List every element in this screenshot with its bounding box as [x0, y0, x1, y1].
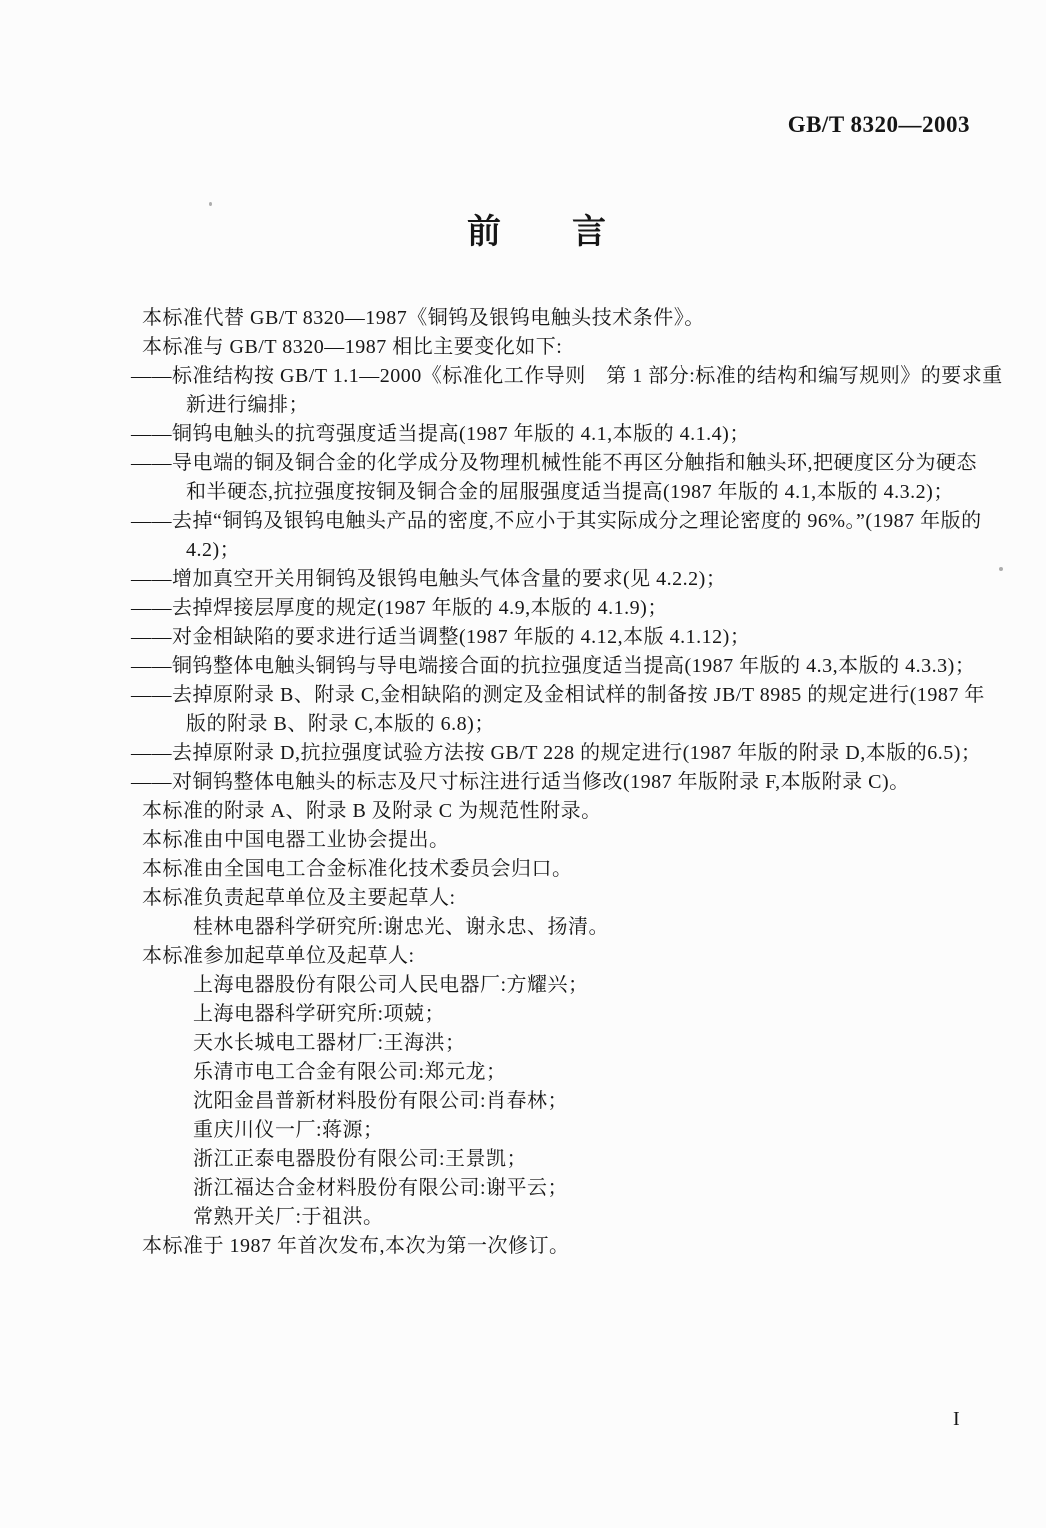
text-line: 上海电器股份有限公司人民电器厂:方耀兴；	[193, 974, 589, 996]
text-line: 沈阳金昌普新材料股份有限公司:肖春林；	[193, 1090, 569, 1112]
text-line: 重庆川仪一厂:蒋源；	[193, 1119, 384, 1141]
text-line: 本标准的附录 A、附录 B 及附录 C 为规范性附录。	[142, 800, 602, 822]
text-line: 本标准由中国电器工业协会提出。	[142, 829, 450, 851]
text-line: ——对金相缺陷的要求进行适当调整(1987 年版的 4.12,本版 4.1.12)；	[131, 626, 751, 648]
text-line: 本标准代替 GB/T 8320—1987《铜钨及银钨电触头技术条件》。	[142, 307, 705, 329]
text-line: 和半硬态,抗拉强度按铜及铜合金的屈服强度适当提高(1987 年版的 4.1,本版的 4.3.2)；	[186, 481, 954, 503]
text-line: 本标准负责起草单位及主要起草人:	[142, 887, 456, 909]
text-line: ——去掉原附录 B、附录 C,金相缺陷的测定及金相试样的制备按 JB/T 8985 的规定进行(1987 年	[131, 684, 985, 706]
text-line: ——对铜钨整体电触头的标志及尺寸标注进行适当修改(1987 年版附录 F,本版附录 C)。	[131, 771, 910, 793]
text-line: 浙江正泰电器股份有限公司:王景凯；	[193, 1148, 528, 1170]
text-line: 天水长城电工器材厂:王海洪；	[193, 1032, 466, 1054]
text-line: ——铜钨电触头的抗弯强度适当提高(1987 年版的 4.1,本版的 4.1.4)；	[131, 423, 750, 445]
text-line: ——去掉“铜钨及银钨电触头产品的密度,不应小于其实际成分之理论密度的 96%。”(1987 年版的	[131, 510, 982, 532]
text-line: 新进行编排；	[186, 394, 309, 416]
text-line: ——铜钨整体电触头铜钨与导电端接合面的抗拉强度适当提高(1987 年版的 4.3,本版的 4.3.3)；	[131, 655, 976, 677]
text-line: 本标准于 1987 年首次发布,本次为第一次修订。	[142, 1235, 570, 1257]
text-line: ——标准结构按 GB/T 1.1—2000《标准化工作导则 第 1 部分:标准的结构和编写规则》的要求重	[131, 365, 1003, 387]
text-line: 上海电器科学研究所:项兢；	[193, 1003, 446, 1025]
text-line: ——去掉原附录 D,抗拉强度试验方法按 GB/T 228 的规定进行(1987 年版的附录 D,本版的6.5)；	[131, 742, 982, 764]
text-line: 本标准参加起草单位及起草人:	[142, 945, 415, 967]
text-line: 浙江福达合金材料股份有限公司:谢平云；	[193, 1177, 569, 1199]
text-line: 常熟开关厂:于祖洪。	[193, 1206, 384, 1228]
text-line: 4.2)；	[186, 539, 241, 561]
text-line: ——去掉焊接层厚度的规定(1987 年版的 4.9,本版的 4.1.9)；	[131, 597, 668, 619]
foreword-body	[131, 304, 1011, 1261]
text-line: ——增加真空开关用铜钨及银钨电触头气体含量的要求(见 4.2.2)；	[131, 568, 727, 590]
text-line: 本标准由全国电工合金标准化技术委员会归口。	[142, 858, 573, 880]
standard-code: GB/T 8320—2003	[787, 112, 970, 137]
page-number: I	[953, 1408, 960, 1430]
text-line: 乐清市电工合金有限公司:郑元龙；	[193, 1061, 507, 1083]
text-line: 桂林电器科学研究所:谢忠光、谢永忠、扬清。	[193, 916, 610, 938]
text-line: 版的附录 B、附录 C,本版的 6.8)；	[186, 713, 495, 735]
text-line: 本标准与 GB/T 8320—1987 相比主要变化如下:	[142, 336, 563, 358]
text-line: ——导电端的铜及铜合金的化学成分及物理机械性能不再区分触指和触头环,把硬度区分为硬态	[131, 452, 977, 474]
page-title: 前 言	[467, 213, 607, 251]
